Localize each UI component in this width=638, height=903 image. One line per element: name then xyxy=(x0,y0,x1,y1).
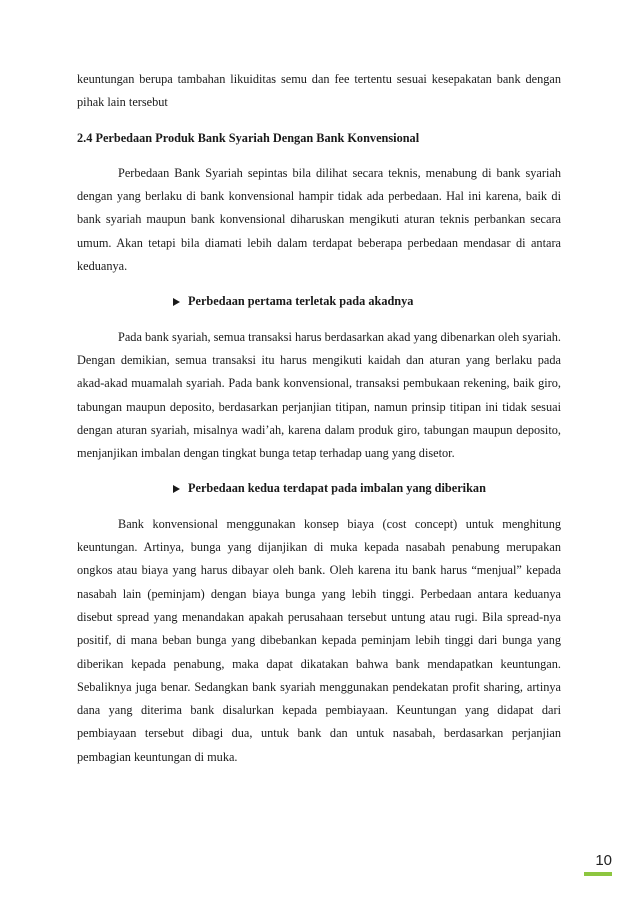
arrow-bullet-icon xyxy=(173,298,180,306)
bullet-item-2 xyxy=(77,477,561,500)
paragraph-3: Bank konvensional menggunakan konsep biaya (cost concept) untuk menghitung keuntungan. Artinya, bunga yang dijanjikan di muka kepada nasabah penabung merupakan ongkos atau biaya yang harus dibayar oleh bank. Oleh karena itu bank harus “menjual” kepada nasabah lain (peminjam) dengan biaya bunga yang lebih tinggi. Perbedaan antara keduanya disebut spread yang menandakan apakah perusahaan tersebut untung atau rugi. Bila spread-nya positif, di mana beban bunga yang dibebankan kepada peminjam lebih tinggi dari bunga yang diberikan kepada penabung, maka dapat dikatakan bahwa bank mendapatkan keuntungan. Sebaliknya juga benar. Sedangkan bank syariah menggunakan pendekatan profit sharing, artinya dana yang diterima bank disalurkan kepada pembiayaan. Keuntungan yang didapat dari pembiayaan tersebut dibagi dua, untuk bank dan untuk nasabah, berdasarkan perjanjian pembagian keuntungan di muka. xyxy=(77,516,561,764)
page-content xyxy=(77,68,561,769)
page-number-underline xyxy=(584,872,612,876)
bullet-item-1 xyxy=(77,290,561,313)
arrow-bullet-icon xyxy=(173,485,180,493)
paragraph-1: Perbedaan Bank Syariah sepintas bila dilihat secara teknis, menabung di bank syariah dengan yang berlaku di bank konvensional hampir tidak ada perbedaan. Hal ini karena, baik di bank syariah maupun bank konvensional diharuskan mengikuti aturan teknis perbankan secara umum. Akan tetapi bila diamati lebih dalam terdapat beberapa perbedaan mendasar di antara keduanya. xyxy=(77,165,561,274)
page-number-text: 10 xyxy=(595,852,612,869)
page-number xyxy=(584,850,612,876)
section-heading: 2.4 Perbedaan Produk Bank Syariah Dengan Bank Konvensional xyxy=(77,130,420,145)
bullet-label-1: Perbedaan pertama terletak pada akadnya xyxy=(188,294,414,309)
bullet-label-2: Perbedaan kedua terdapat pada imbalan yang diberikan xyxy=(188,481,486,496)
intro-paragraph: keuntungan berupa tambahan likuiditas semu dan fee tertentu sesuai kesepakatan bank dengan pihak lain tersebut xyxy=(77,72,561,110)
paragraph-2: Pada bank syariah, semua transaksi harus berdasarkan akad yang dibenarkan oleh syariah. Dengan demikian, semua transaksi itu harus mengikuti kaidah dan aturan yang berlaku pada akad-akad muamalah syariah. Pada bank konvensional, transaksi pembukaan rekening, baik giro, tabungan maupun deposito, berdasarkan perjanjian titipan, namun prinsip titipan ini tidak sesuai dengan aturan syariah, misalnya wadi’ah, karena dalam produk giro, tabungan maupun deposito, menjanjikan imbalan dengan tingkat bunga tetap terhadap uang yang disetor. xyxy=(77,329,561,461)
